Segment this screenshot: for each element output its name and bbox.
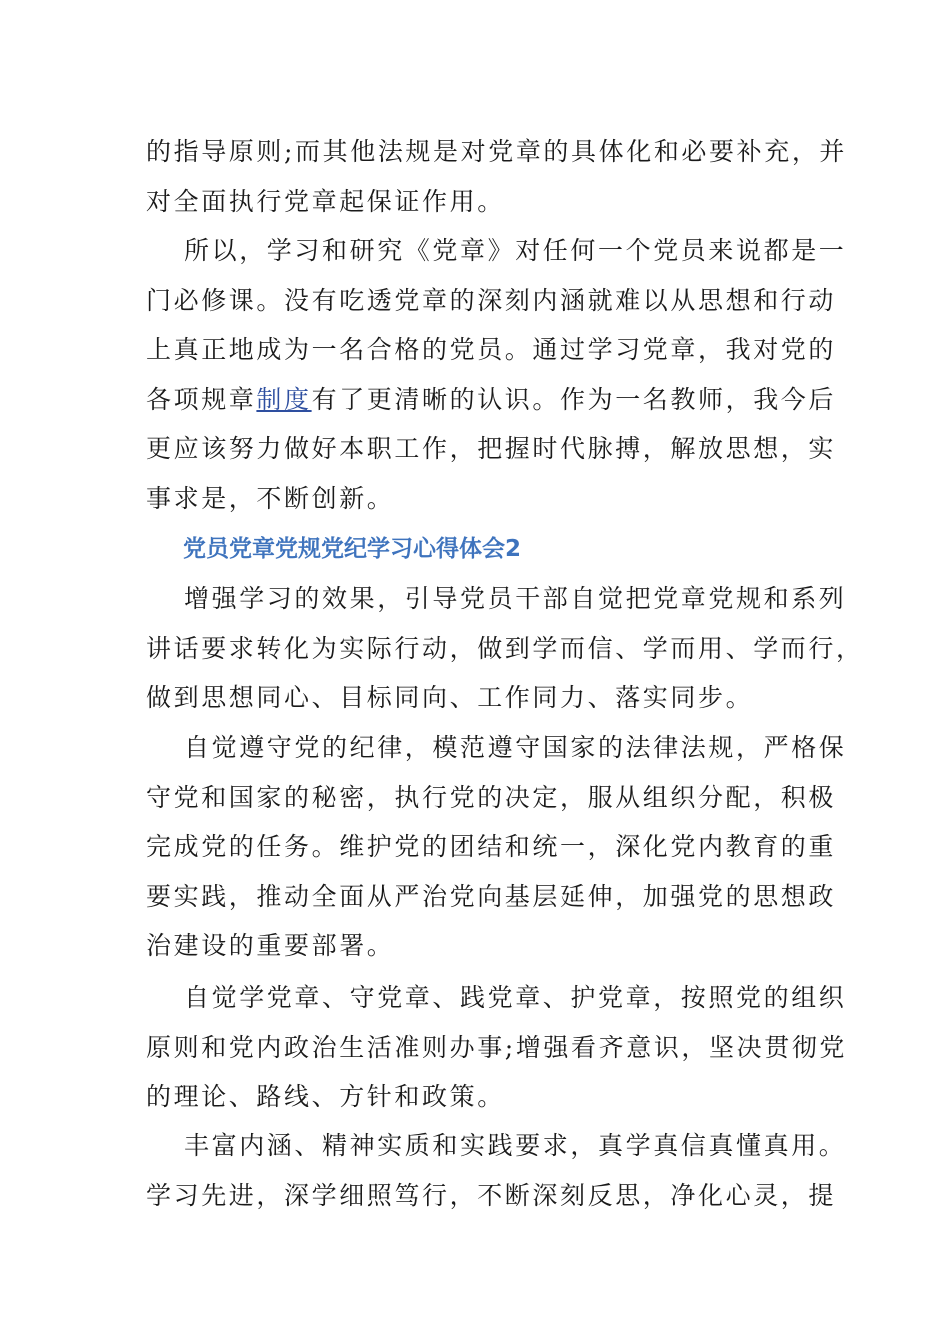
text-line: 丰富内涵、精神实质和实践要求，真学真信真懂真用。 [184,1131,847,1160]
text-line: 原则和党内政治生活准则办事;增强看齐意识，坚决贯彻党 [146,1032,848,1062]
text-line: 事求是，不断创新。 [146,483,395,513]
text-line: 守党和国家的秘密，执行党的决定，服从组织分配，积极 [146,782,837,812]
text-line: 更应该努力做好本职工作，把握时代脉搏，解放思想，实 [146,434,837,464]
text-line: 对全面执行党章起保证作用。 [146,186,505,216]
text-line: 上真正地成为一名合格的党员。通过学习党章，我对党的 [146,335,837,365]
text-line: 要实践，推动全面从严治党向基层延伸，加强党的思想政 [146,881,837,911]
paragraph-4 [146,723,847,971]
text-line: 的理论、路线、方针和政策。 [146,1082,505,1112]
text-line-with-link [146,375,837,425]
text-line: 的指导原则;而其他法规是对党章的具体化和必要补充，并 [146,137,848,166]
text-line: 治建设的重要部署。 [146,931,395,961]
text-segment: 有了更清晰的认识。作为一名教师，我今后 [311,384,837,414]
zhidu-link[interactable]: 制度 [256,384,312,414]
text-segment: 各项规章 [146,384,257,414]
text-line: 增强学习的效果，引导党员干部自觉把党章党规和系列 [184,584,847,613]
text-line: 讲话要求转化为实际行动，做到学而信、学而用、学而行， [146,633,864,663]
section-heading: 党员党章党规党纪学习心得体会2 [183,536,522,562]
paragraph-6 [146,1121,847,1220]
paragraph-3 [146,574,864,723]
text-line: 自觉遵守党的纪律，模范遵守国家的法律法规，严格保 [184,733,847,762]
paragraph-5 [146,973,848,1122]
text-line: 做到思想同心、目标同向、工作同力、落实同步。 [146,683,754,713]
text-line: 完成党的任务。维护党的团结和统一，深化党内教育的重 [146,832,837,862]
paragraph-2 [146,226,847,524]
text-line: 自觉学党章、守党章、践党章、护党章，按照党的组织 [184,983,847,1012]
text-line: 所以，学习和研究《党章》对任何一个党员来说都是一 [184,236,847,265]
paragraph-1 [146,127,848,226]
text-line: 学习先进，深学细照笃行，不断深刻反思，净化心灵，提 [146,1180,837,1210]
text-line: 门必修课。没有吃透党章的深刻内涵就难以从思想和行动 [146,285,837,315]
